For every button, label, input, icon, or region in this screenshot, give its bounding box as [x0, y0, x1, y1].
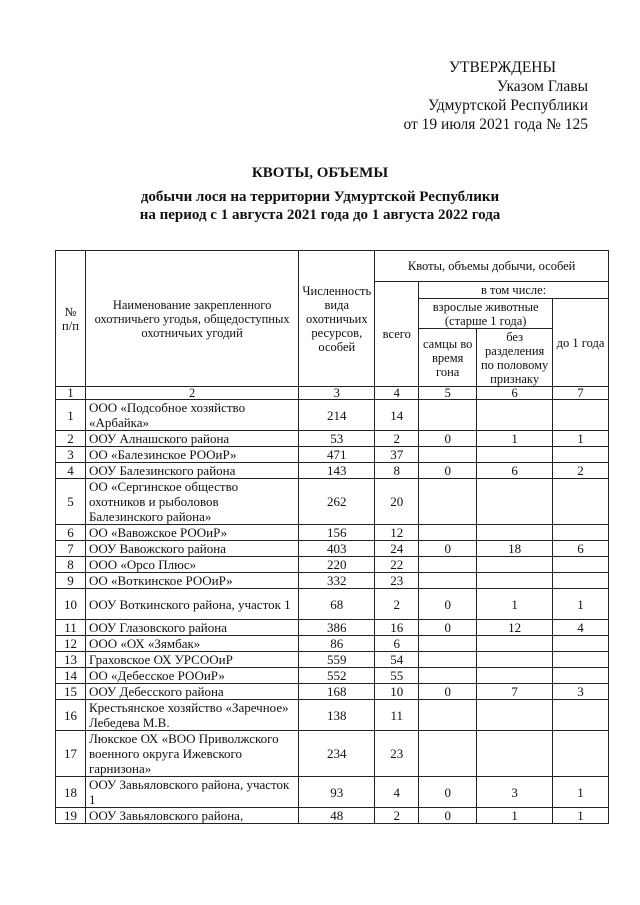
- quota-no-sex: [477, 573, 553, 589]
- quota-total: 11: [375, 700, 419, 731]
- population-value: 386: [299, 620, 375, 636]
- col-number: 3: [299, 387, 375, 400]
- quota-males-rut: 0: [419, 684, 477, 700]
- quota-under-1: [553, 400, 609, 431]
- column-numbers-row: [56, 387, 609, 400]
- col-number: 6: [477, 387, 553, 400]
- table-row: [56, 447, 609, 463]
- quota-males-rut: 0: [419, 808, 477, 824]
- header-no-sex: без разделения по половому признаку: [477, 329, 553, 387]
- title-line-2: добычи лося на территории Удмуртской Республики: [140, 189, 500, 205]
- quota-males-rut: [419, 636, 477, 652]
- table-row: [56, 573, 609, 589]
- quota-no-sex: 1: [477, 431, 553, 447]
- row-number: 6: [56, 525, 86, 541]
- quota-under-1: 1: [553, 777, 609, 808]
- row-number: 4: [56, 463, 86, 479]
- document-title: [0, 164, 640, 224]
- quota-males-rut: [419, 652, 477, 668]
- row-number: 3: [56, 447, 86, 463]
- quota-total: 2: [375, 431, 419, 447]
- quota-under-1: 3: [553, 684, 609, 700]
- table-row: [56, 431, 609, 447]
- quota-total: 23: [375, 731, 419, 777]
- col-number: 7: [553, 387, 609, 400]
- organization-name: ООУ Балезинского района: [85, 463, 298, 479]
- approval-authority: Удмуртской Республики: [427, 97, 588, 114]
- quota-under-1: 6: [553, 541, 609, 557]
- quota-no-sex: [477, 447, 553, 463]
- population-value: 220: [299, 557, 375, 573]
- quota-males-rut: 0: [419, 777, 477, 808]
- header-population: Численность вида охотничьих ресурсов, особей: [299, 251, 375, 387]
- header-males-rut: самцы во время гона: [419, 329, 477, 387]
- quota-under-1: 1: [553, 431, 609, 447]
- col-number: 2: [85, 387, 298, 400]
- population-value: 262: [299, 479, 375, 525]
- quota-table: [55, 250, 609, 824]
- header-under-1: до 1 года: [553, 299, 609, 387]
- quota-under-1: [553, 447, 609, 463]
- row-number: 13: [56, 652, 86, 668]
- population-value: 168: [299, 684, 375, 700]
- organization-name: ОО «Вавожское РООиР»: [85, 525, 298, 541]
- title-line-3: на период с 1 августа 2021 года до 1 августа 2022 года: [139, 207, 501, 223]
- organization-name: ООУ Глазовского района: [85, 620, 298, 636]
- row-number: 9: [56, 573, 86, 589]
- quota-no-sex: [477, 731, 553, 777]
- row-number: 1: [56, 400, 86, 431]
- organization-name: ОО «Воткинское РООиР»: [85, 573, 298, 589]
- table-row: [56, 525, 609, 541]
- quota-males-rut: 0: [419, 589, 477, 620]
- quota-under-1: 1: [553, 589, 609, 620]
- quota-total: 23: [375, 573, 419, 589]
- row-number: 14: [56, 668, 86, 684]
- quota-total: 12: [375, 525, 419, 541]
- table-row: [56, 589, 609, 620]
- quota-males-rut: 0: [419, 541, 477, 557]
- organization-name: ООО «Орсо Плюс»: [85, 557, 298, 573]
- quota-no-sex: [477, 636, 553, 652]
- quota-no-sex: [477, 525, 553, 541]
- quota-no-sex: [477, 668, 553, 684]
- quota-total: 37: [375, 447, 419, 463]
- row-number: 15: [56, 684, 86, 700]
- organization-name: Граховское ОХ УРСООиР: [85, 652, 298, 668]
- quota-under-1: 2: [553, 463, 609, 479]
- quota-no-sex: [477, 652, 553, 668]
- table-row: [56, 731, 609, 777]
- table-row: [56, 684, 609, 700]
- quota-under-1: 4: [553, 620, 609, 636]
- quota-males-rut: 0: [419, 463, 477, 479]
- quota-total: 16: [375, 620, 419, 636]
- population-value: 143: [299, 463, 375, 479]
- table-row: [56, 620, 609, 636]
- population-value: 48: [299, 808, 375, 824]
- quota-no-sex: 6: [477, 463, 553, 479]
- header-total: всего: [375, 282, 419, 387]
- row-number: 5: [56, 479, 86, 525]
- quota-males-rut: [419, 731, 477, 777]
- table-row: [56, 777, 609, 808]
- row-number: 8: [56, 557, 86, 573]
- quota-total: 20: [375, 479, 419, 525]
- quota-no-sex: 12: [477, 620, 553, 636]
- quota-males-rut: [419, 447, 477, 463]
- quota-males-rut: 0: [419, 431, 477, 447]
- col-number: 5: [419, 387, 477, 400]
- title-line-1: КВОТЫ, ОБЪЕМЫ: [251, 165, 389, 181]
- quota-under-1: [553, 573, 609, 589]
- row-number: 11: [56, 620, 86, 636]
- organization-name: ОО «Сергинское общество охотников и рыболовов Балезинского района»: [85, 479, 298, 525]
- quota-no-sex: [477, 557, 553, 573]
- quota-total: 10: [375, 684, 419, 700]
- quota-under-1: [553, 668, 609, 684]
- quota-no-sex: 7: [477, 684, 553, 700]
- quota-males-rut: [419, 479, 477, 525]
- organization-name: ОО «Балезинское РООиР»: [85, 447, 298, 463]
- quota-under-1: [553, 557, 609, 573]
- population-value: 53: [299, 431, 375, 447]
- table-row: [56, 479, 609, 525]
- quota-total: 24: [375, 541, 419, 557]
- table-row: [56, 636, 609, 652]
- quota-males-rut: 0: [419, 620, 477, 636]
- table-row: [56, 541, 609, 557]
- col-number: 4: [375, 387, 419, 400]
- population-value: 93: [299, 777, 375, 808]
- table-row: [56, 463, 609, 479]
- table-row: [56, 668, 609, 684]
- organization-name: ООО «ОХ «Зямбак»: [85, 636, 298, 652]
- population-value: 138: [299, 700, 375, 731]
- quota-total: 22: [375, 557, 419, 573]
- row-number: 17: [56, 731, 86, 777]
- approval-date: от 19 июля 2021 года № 125: [403, 116, 588, 133]
- quota-total: 2: [375, 589, 419, 620]
- organization-name: ООО «Подсобное хозяйство «Арбайка»: [85, 400, 298, 431]
- approval-heading: УТВЕРЖДЕНЫ: [449, 59, 556, 76]
- table-row: [56, 557, 609, 573]
- quota-total: 54: [375, 652, 419, 668]
- quota-no-sex: 1: [477, 808, 553, 824]
- approval-decree: Указом Главы: [496, 78, 588, 95]
- quota-total: 8: [375, 463, 419, 479]
- quota-total: 14: [375, 400, 419, 431]
- row-number: 19: [56, 808, 86, 824]
- quota-total: 6: [375, 636, 419, 652]
- header-quotas: Квоты, объемы добычи, особей: [375, 251, 609, 282]
- organization-name: ООУ Вавожского района: [85, 541, 298, 557]
- quota-table-body: [56, 400, 609, 824]
- quota-under-1: [553, 636, 609, 652]
- organization-name: ООУ Завьяловского района,: [85, 808, 298, 824]
- table-row: [56, 652, 609, 668]
- header-including: в том числе:: [419, 282, 609, 299]
- row-number: 10: [56, 589, 86, 620]
- population-value: 559: [299, 652, 375, 668]
- quota-total: 55: [375, 668, 419, 684]
- quota-total: 4: [375, 777, 419, 808]
- quota-no-sex: 18: [477, 541, 553, 557]
- quota-under-1: [553, 700, 609, 731]
- population-value: 332: [299, 573, 375, 589]
- quota-males-rut: [419, 525, 477, 541]
- quota-no-sex: 1: [477, 589, 553, 620]
- organization-name: Крестьянское хозяйство «Заречное» Лебедева М.В.: [85, 700, 298, 731]
- header-name: Наименование закрепленного охотничьего угодья, общедоступных охотничьих угодий: [85, 251, 298, 387]
- quota-males-rut: [419, 557, 477, 573]
- quota-under-1: [553, 652, 609, 668]
- table-row: [56, 700, 609, 731]
- quota-males-rut: [419, 668, 477, 684]
- quota-males-rut: [419, 573, 477, 589]
- population-value: 471: [299, 447, 375, 463]
- organization-name: ОО «Дебесское РООиР»: [85, 668, 298, 684]
- header-adults: взрослые животные (старше 1 года): [419, 299, 553, 329]
- quota-under-1: [553, 525, 609, 541]
- row-number: 16: [56, 700, 86, 731]
- quota-total: 2: [375, 808, 419, 824]
- quota-under-1: 1: [553, 808, 609, 824]
- organization-name: ООУ Воткинского района, участок 1: [85, 589, 298, 620]
- population-value: 86: [299, 636, 375, 652]
- population-value: 156: [299, 525, 375, 541]
- quota-under-1: [553, 479, 609, 525]
- row-number: 18: [56, 777, 86, 808]
- row-number: 12: [56, 636, 86, 652]
- organization-name: ООУ Алнашского района: [85, 431, 298, 447]
- organization-name: ООУ Дебесского района: [85, 684, 298, 700]
- approval-block: [403, 58, 588, 134]
- quota-males-rut: [419, 700, 477, 731]
- row-number: 2: [56, 431, 86, 447]
- organization-name: ООУ Завьяловского района, участок 1: [85, 777, 298, 808]
- quota-males-rut: [419, 400, 477, 431]
- table-row: [56, 400, 609, 431]
- quota-no-sex: [477, 400, 553, 431]
- col-number: 1: [56, 387, 86, 400]
- population-value: 214: [299, 400, 375, 431]
- population-value: 234: [299, 731, 375, 777]
- population-value: 68: [299, 589, 375, 620]
- quota-no-sex: [477, 479, 553, 525]
- row-number: 7: [56, 541, 86, 557]
- organization-name: Люкское ОХ «ВОО Приволжского военного округа Ижевского гарнизона»: [85, 731, 298, 777]
- table-row: [56, 808, 609, 824]
- quota-no-sex: 3: [477, 777, 553, 808]
- header-num: № п/п: [56, 251, 86, 387]
- quota-under-1: [553, 731, 609, 777]
- population-value: 552: [299, 668, 375, 684]
- population-value: 403: [299, 541, 375, 557]
- quota-no-sex: [477, 700, 553, 731]
